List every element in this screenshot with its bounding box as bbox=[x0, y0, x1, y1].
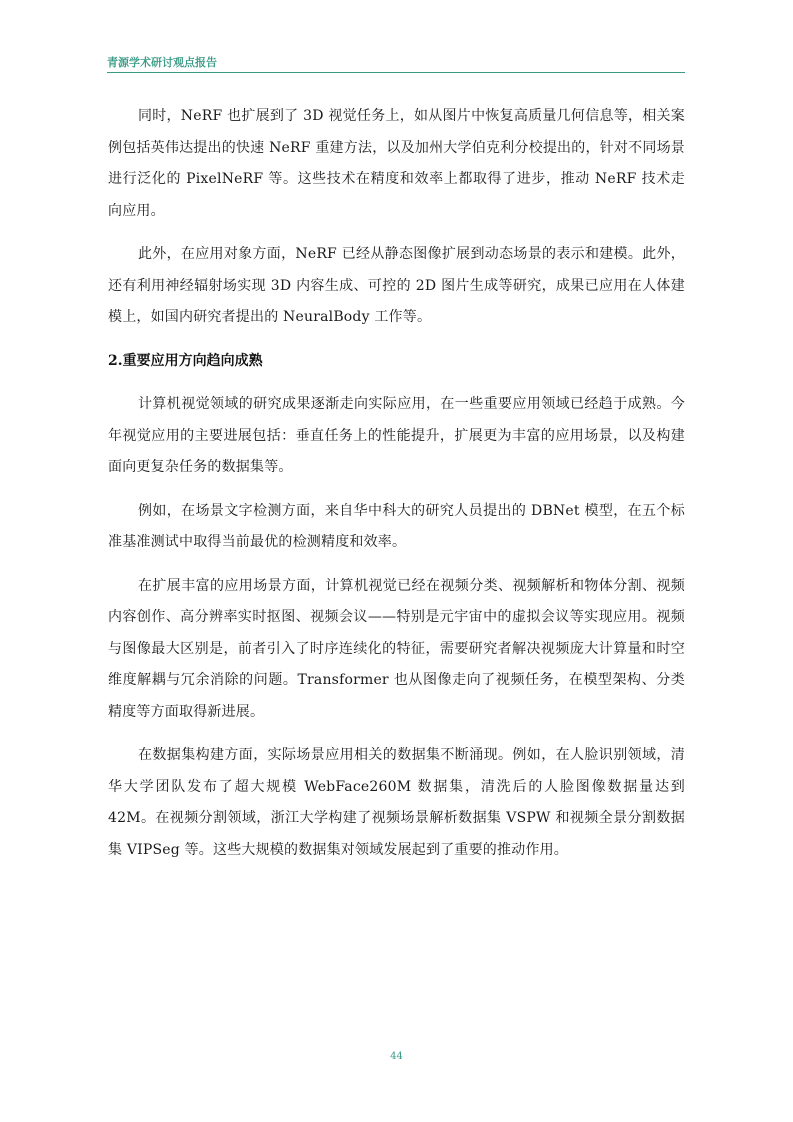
paragraph-datasets: 在数据集构建方面，实际场景应用相关的数据集不断涌现。例如，在人脸识别领域，清华大学团队发布了超大规模 WebFace260M 数据集，清洗后的人脸图像数据量达到 42M。在视频分割领域，浙江大学构建了视频场景解析数据集 VSPW 和视频全景分割数据集 VIPSeg 等。这些大规模的数据集对领域发展起到了重要的推动作用。 bbox=[108, 747, 685, 858]
running-header: 青源学术研讨观点报告 bbox=[107, 56, 217, 69]
header-divider bbox=[107, 72, 685, 73]
document-body bbox=[108, 101, 685, 878]
paragraph-nerf-dynamic: 此外，在应用对象方面，NeRF 已经从静态图像扩展到动态场景的表示和建模。此外，还有利用神经辐射场实现 3D 内容生成、可控的 2D 图片生成等研究，成果已应用在人体建模上，如国内研究者提出的 NeuralBody 工作等。 bbox=[108, 246, 685, 325]
paragraph-nerf-3d: 同时，NeRF 也扩展到了 3D 视觉任务上，如从图片中恢复高质量几何信息等，相关案例包括英伟达提出的快速 NeRF 重建方法，以及加州大学伯克利分校提出的，针对不同场景进行泛化的 PixelNeRF 等。这些技术在精度和效率上都取得了进步，推动 NeRF 技术走向应用。 bbox=[108, 108, 685, 219]
paragraph-video-applications: 在扩展丰富的应用场景方面，计算机视觉已经在视频分类、视频解析和物体分割、视频内容创作、高分辨率实时抠图、视频会议——特别是元宇宙中的虚拟会议等实现应用。视频与图像最大区别是，前者引入了时序连续化的特征，需要研究者解决视频庞大计算量和时空维度解耦与冗余消除的问题。Transformer 也从图像走向了视频任务，在模型架构、分类精度等方面取得新进展。 bbox=[108, 577, 685, 720]
page-number: 44 bbox=[390, 1051, 403, 1062]
paragraph-text-detection: 例如，在场景文字检测方面，来自华中科大的研究人员提出的 DBNet 模型，在五个标准基准测试中取得当前最优的检测精度和效率。 bbox=[108, 502, 685, 550]
paragraph-applications-overview: 计算机视觉领域的研究成果逐渐走向实际应用，在一些重要应用领域已经趋于成熟。今年视觉应用的主要进展包括：垂直任务上的性能提升，扩展更为丰富的应用场景，以及构建面向更复杂任务的数据集等。 bbox=[108, 396, 685, 475]
section-heading: 2.重要应用方向趋向成熟 bbox=[108, 352, 263, 369]
